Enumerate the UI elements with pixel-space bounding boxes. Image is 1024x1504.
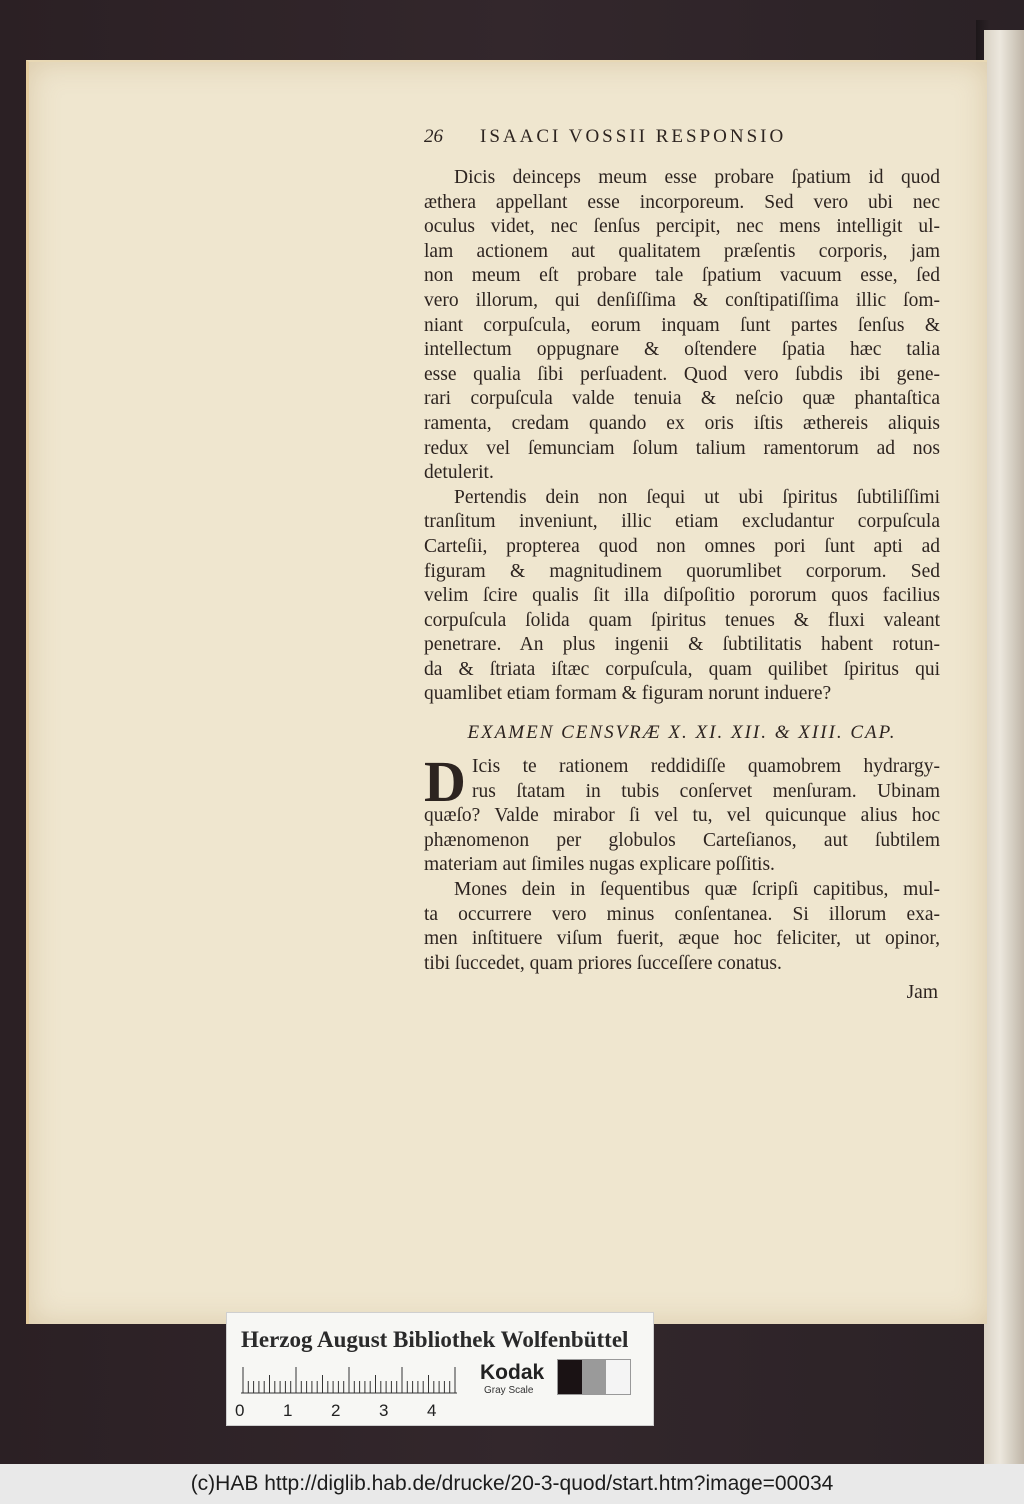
paragraph-3 <box>424 749 940 878</box>
text-line: oculus videt, nec ſenſus percipit, nec mens intelligit ul- <box>424 216 940 238</box>
running-head: ISAACI VOSSII RESPONSIO <box>480 126 787 147</box>
ruler-number: 1 <box>283 1401 293 1420</box>
kodak-logo: Kodak <box>480 1361 545 1384</box>
text-line: figuram & magnitudinem quorumlibet corporum. Sed <box>424 560 940 582</box>
ruler-number: 4 <box>427 1401 437 1420</box>
text-line: niant corpuſcula, eorum inquam ſunt partes ſenſus & <box>424 314 940 336</box>
gray-scale-caption: Gray Scale <box>484 1385 534 1396</box>
text-line: lam actionem aut qualitatem præſentis corporis, jam <box>424 240 940 262</box>
text-line: intellectum oppugnare & oſtendere ſpatia hæc talia <box>424 339 940 361</box>
library-name: Herzog August Bibliothek Wolfenbüttel <box>241 1327 629 1352</box>
swatch-black <box>558 1360 582 1394</box>
running-header <box>424 126 940 154</box>
text-line: materiam aut ſimiles nugas explicare poſſitis. <box>424 854 775 876</box>
gray-swatches <box>557 1359 631 1395</box>
text-line: tranſitum inveniunt, illic etiam excludantur corpuſcula <box>424 511 940 533</box>
section-title: EXAMEN CENSVRÆ X. XI. XII. & XIII. CAP. <box>467 722 897 744</box>
text-line: penetrare. An plus ingenii & ſubtilitatis habent rotun- <box>424 634 940 656</box>
source-credit: (c)HAB http://diglib.hab.de/drucke/20-3-quod/start.htm?image=00034 <box>190 1472 834 1495</box>
paragraph-4 <box>424 878 940 976</box>
drop-cap: D <box>424 749 466 815</box>
text-line: æthera appellant esse incorporeum. Sed vero ubi nec <box>424 191 940 213</box>
paragraph-1 <box>424 166 940 486</box>
text-line: quamlibet etiam formam & figuram norunt induere? <box>424 683 832 705</box>
text-line: phænomenon per globulos Carteſianos, aut ſubtilem <box>424 829 940 851</box>
text-line: rus ſtatam in tubis conſervet menſuram. Ubinam <box>472 780 940 802</box>
color-calibration-label <box>226 1312 654 1426</box>
text-line: redux vel ſemunciam ſolum talium ramentorum ad nos <box>424 437 940 459</box>
ruler-number: 2 <box>331 1401 341 1420</box>
text-line: ramenta, credam quando ex oris iſtis æthereis aliquis <box>424 412 940 434</box>
text-line: detulerit. <box>424 462 494 484</box>
text-line: ta occurrere vero minus conſentanea. Si illorum exa- <box>424 903 940 925</box>
catchword: Jam <box>906 982 938 1004</box>
ruler-scale <box>241 1363 459 1403</box>
text-line: corpuſcula ſolida quam ſpiritus tenues & fluxi valeant <box>424 609 940 631</box>
text-line: non meum eſt probare tale ſpatium vacuum esse, ſed <box>424 265 940 287</box>
next-page-edge <box>984 30 1024 1464</box>
page-text <box>424 126 940 1004</box>
text-line: rari corpuſcula valde tenuia & neſcio quæ phantaſtica <box>424 388 940 410</box>
text-line: Mones dein in ſequentibus quæ ſcripſi capitibus, mul- <box>454 879 940 901</box>
text-line: velim ſcire qualis ſit illa diſpoſitio pororum quos facilius <box>424 585 940 607</box>
text-line: men inſtituere viſum fuerit, æque hoc feliciter, ut opinor, <box>424 928 940 950</box>
swatch-white <box>606 1360 630 1394</box>
text-line: Carteſii, propterea quod non omnes pori ſunt apti ad <box>424 535 940 557</box>
copyright-footer <box>0 1464 1024 1504</box>
swatch-gray <box>582 1360 606 1394</box>
text-line: da & ſtriata iſtæc corpuſcula, quam quilibet ſpiritus qui <box>424 658 940 680</box>
ruler-number: 3 <box>379 1401 389 1420</box>
paragraph-2 <box>424 486 940 707</box>
text-line: Dicis deinceps meum esse probare ſpatium id quod <box>454 167 940 188</box>
ruler-number: 0 <box>235 1401 245 1420</box>
text-line: esse qualia ſibi perſuadent. Quod vero ſubdis ibi gene- <box>424 363 940 385</box>
text-line: Icis te rationem reddidiſſe quamobrem hydrargy- <box>472 756 940 778</box>
text-line: Pertendis dein non ſequi ut ubi ſpiritus ſubtiliſſimi <box>454 486 940 508</box>
ruler-numbers <box>235 1401 475 1421</box>
page-number: 26 <box>424 126 443 147</box>
text-line: vero illorum, qui denſiſſima & conſtipatiſſima illic ſom- <box>424 289 940 311</box>
text-line: quæſo? Valde mirabor ſi vel tu, vel quicunque alius hoc <box>424 805 940 827</box>
text-line: tibi ſuccedet, quam priores ſucceſſere conatus. <box>424 952 782 974</box>
